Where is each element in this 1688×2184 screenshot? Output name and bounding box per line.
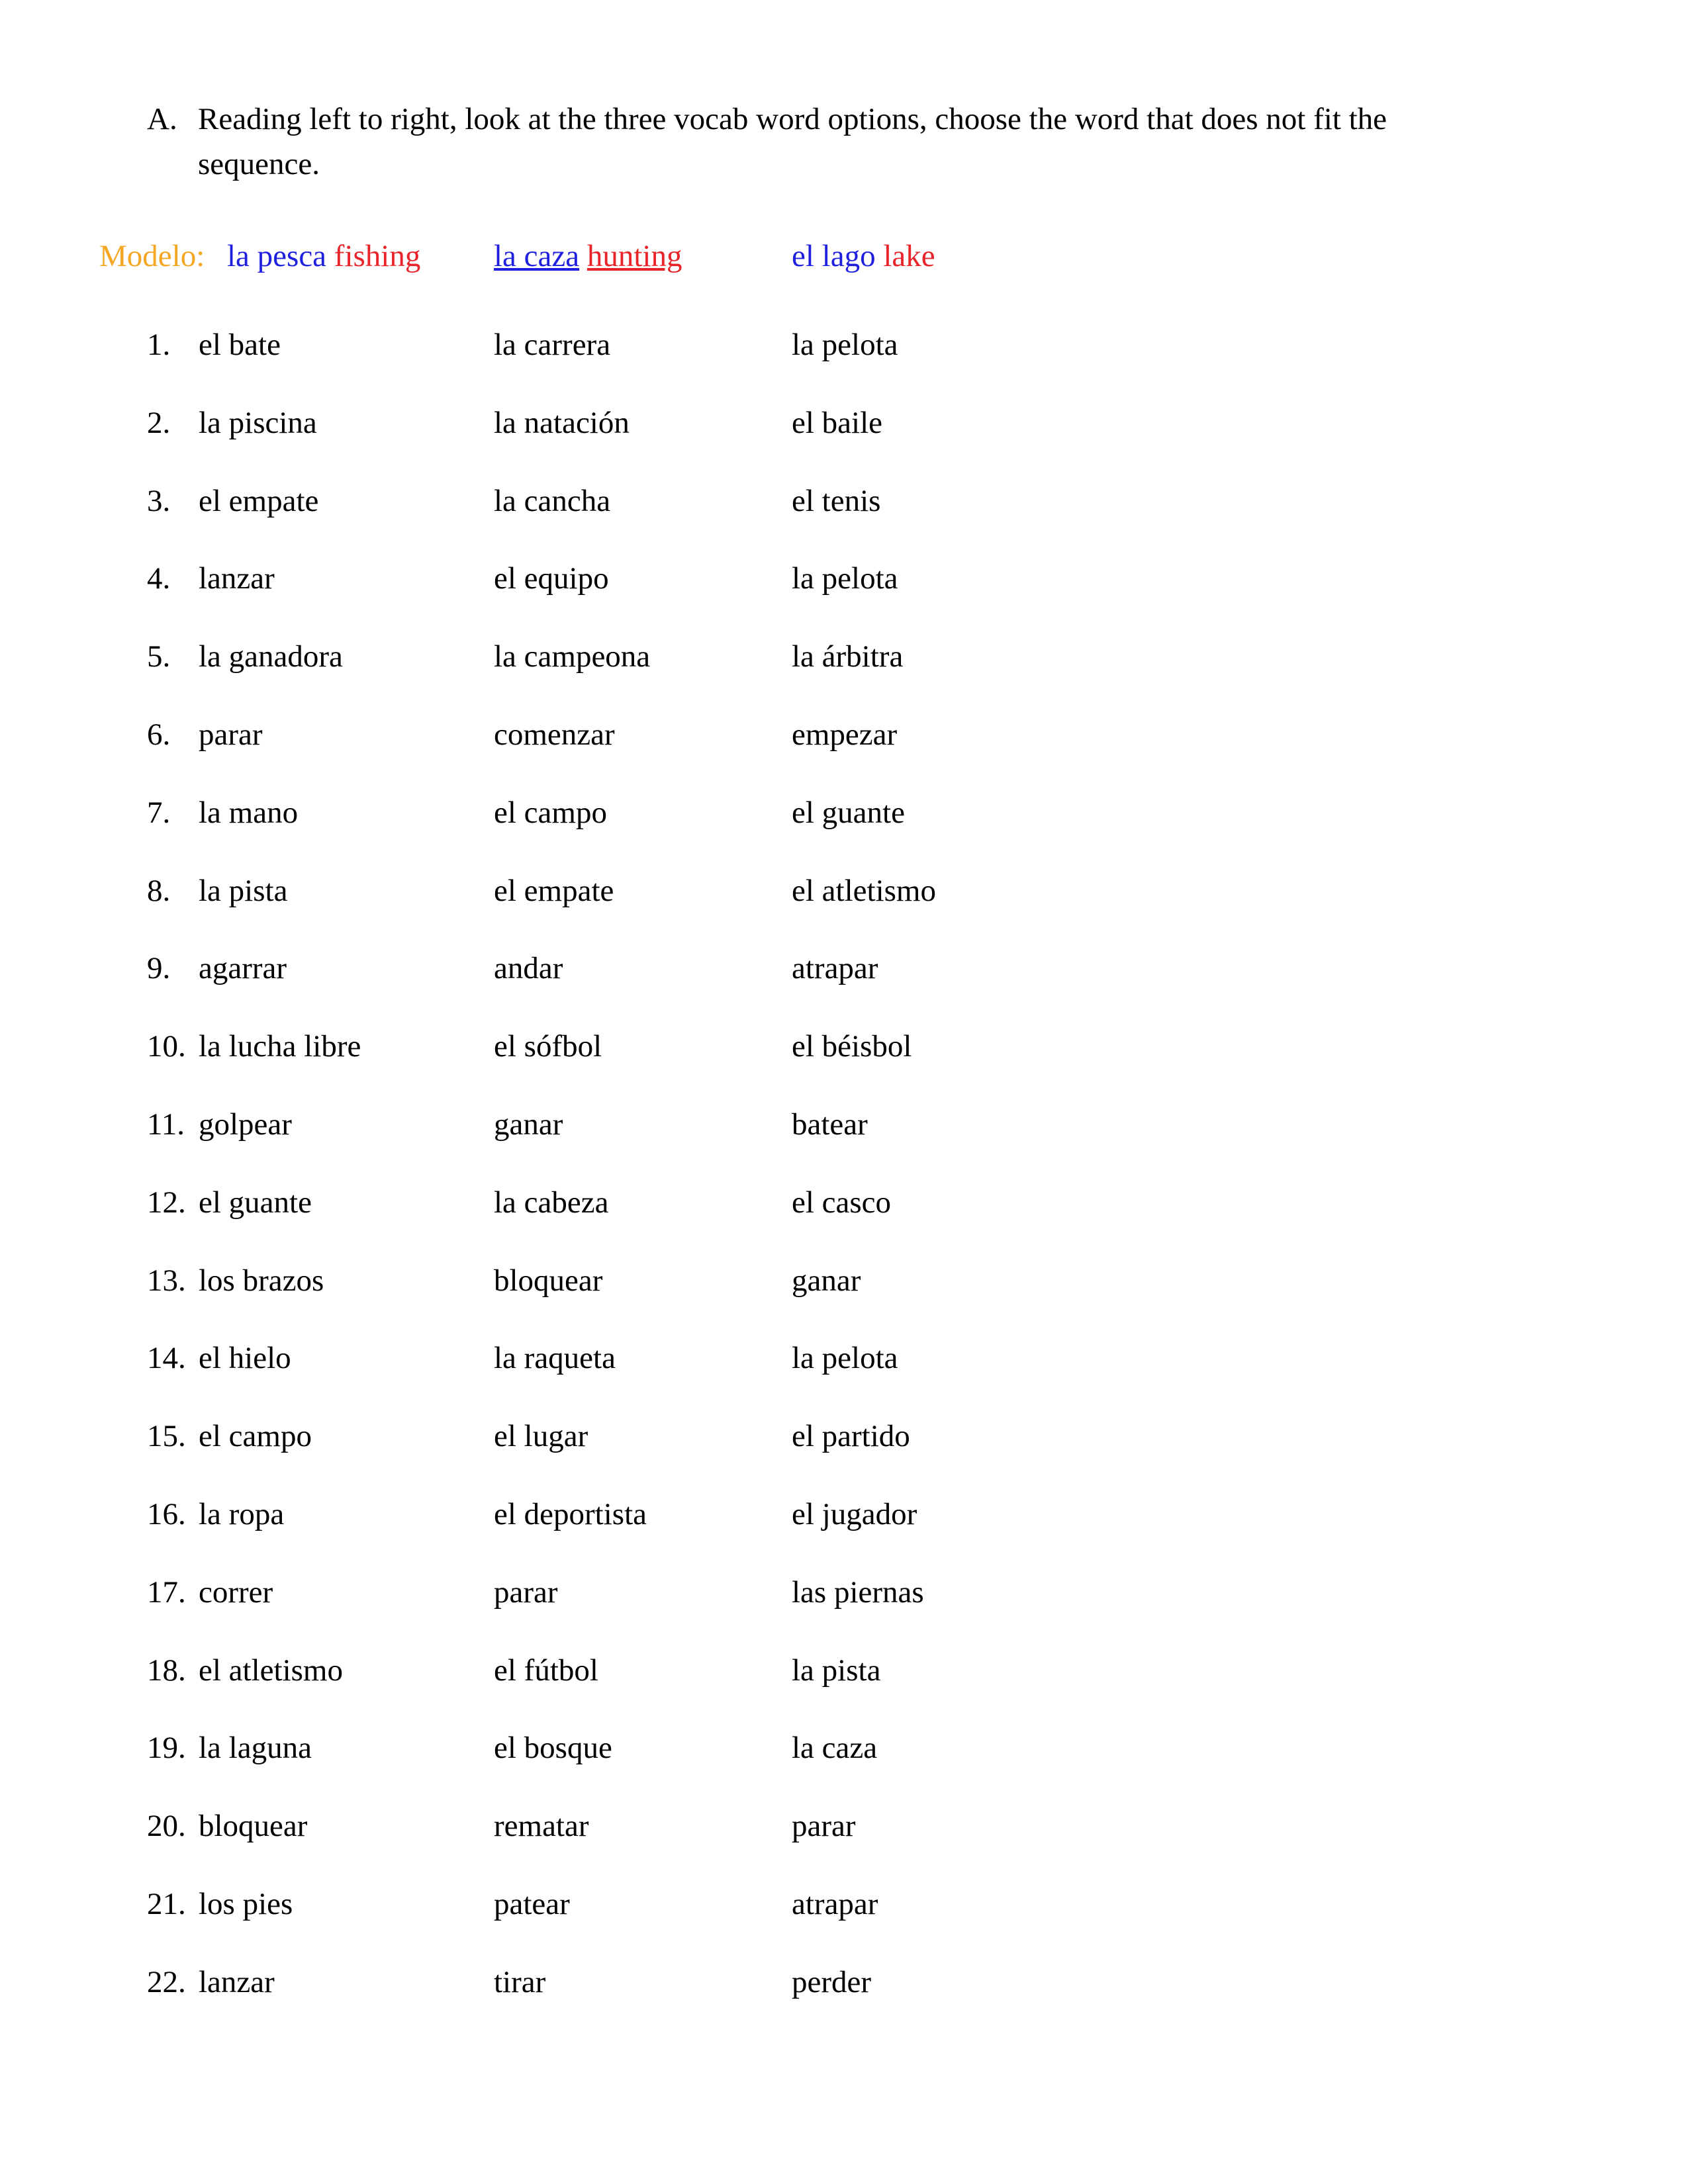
vocab-item-row bbox=[0, 868, 1688, 914]
vocab-word-option-3: la pista bbox=[792, 1653, 881, 1688]
vocab-word-option-2: el fútbol bbox=[494, 1653, 598, 1688]
modelo-label: Modelo: bbox=[99, 239, 205, 273]
vocab-word-option-2: el bosque bbox=[494, 1731, 612, 1765]
item-number: 14. bbox=[147, 1341, 186, 1375]
item-number: 2. bbox=[147, 406, 171, 440]
vocab-word-option-3: batear bbox=[792, 1107, 868, 1142]
item-number: 3. bbox=[147, 484, 171, 518]
vocab-item-row bbox=[0, 1647, 1688, 1694]
item-number: 13. bbox=[147, 1263, 186, 1298]
item-number: 11. bbox=[147, 1107, 185, 1142]
item-number: 16. bbox=[147, 1497, 186, 1531]
modelo-option-2 bbox=[494, 233, 682, 279]
vocab-word-option-2: bloquear bbox=[494, 1263, 603, 1298]
vocab-word-option-3: la pelota bbox=[792, 561, 898, 596]
vocab-word-option-3: parar bbox=[792, 1809, 856, 1843]
instruction bbox=[147, 97, 1504, 187]
item-number: 12. bbox=[147, 1185, 186, 1220]
vocab-word-option-3: el atletismo bbox=[792, 874, 936, 908]
modelo-translation: hunting bbox=[586, 239, 682, 273]
vocab-word-option-2: tirar bbox=[494, 1965, 546, 1999]
modelo-option-1 bbox=[227, 233, 420, 279]
vocab-item-row bbox=[0, 711, 1688, 758]
vocab-word-option-1: la lucha libre bbox=[199, 1029, 361, 1064]
item-number: 8. bbox=[147, 874, 171, 908]
item-number: 6. bbox=[147, 717, 171, 752]
vocab-item-row bbox=[0, 555, 1688, 602]
vocab-word-option-3: la pelota bbox=[792, 1341, 898, 1375]
vocab-word-option-2: comenzar bbox=[494, 717, 615, 752]
vocab-word-option-1: lanzar bbox=[199, 561, 275, 596]
vocab-word-option-3: empezar bbox=[792, 717, 898, 752]
vocab-word-option-2: la campeona bbox=[494, 639, 651, 674]
vocab-word-option-2: el equipo bbox=[494, 561, 609, 596]
vocab-item-row bbox=[0, 478, 1688, 524]
modelo-option-3 bbox=[792, 233, 935, 279]
vocab-item-row bbox=[0, 1257, 1688, 1304]
vocab-item-row bbox=[0, 1803, 1688, 1849]
vocab-word-option-3: el casco bbox=[792, 1185, 892, 1220]
vocab-word-option-1: los pies bbox=[199, 1887, 293, 1921]
vocab-word-option-1: el hielo bbox=[199, 1341, 291, 1375]
modelo-example bbox=[0, 233, 1688, 279]
modelo-word: la pesca bbox=[227, 239, 327, 273]
vocab-word-option-3: el guante bbox=[792, 796, 905, 830]
vocab-item-row bbox=[0, 1725, 1688, 1771]
vocab-word-option-2: el deportista bbox=[494, 1497, 647, 1531]
vocab-word-option-1: el guante bbox=[199, 1185, 312, 1220]
vocab-item-row bbox=[0, 1881, 1688, 1927]
vocab-word-option-1: el empate bbox=[199, 484, 319, 518]
vocab-item-row bbox=[0, 400, 1688, 446]
vocab-word-option-2: la cabeza bbox=[494, 1185, 609, 1220]
vocab-item-row bbox=[0, 1335, 1688, 1381]
item-number: 10. bbox=[147, 1029, 186, 1064]
item-number: 22. bbox=[147, 1965, 186, 1999]
vocab-word-option-2: patear bbox=[494, 1887, 570, 1921]
vocab-item-row bbox=[0, 322, 1688, 368]
vocab-word-option-3: ganar bbox=[792, 1263, 861, 1298]
item-number: 9. bbox=[147, 951, 171, 985]
vocab-word-option-3: el baile bbox=[792, 406, 883, 440]
vocab-word-option-1: lanzar bbox=[199, 1965, 275, 1999]
item-number: 19. bbox=[147, 1731, 186, 1765]
vocab-word-option-3: la pelota bbox=[792, 328, 898, 362]
vocab-word-option-1: la ropa bbox=[199, 1497, 285, 1531]
vocab-word-option-1: la laguna bbox=[199, 1731, 312, 1765]
vocab-word-option-1: la pista bbox=[199, 874, 288, 908]
vocab-word-option-3: la árbitra bbox=[792, 639, 904, 674]
vocab-word-option-3: el tenis bbox=[792, 484, 881, 518]
vocab-word-option-3: atrapar bbox=[792, 951, 878, 985]
vocab-word-option-1: la ganadora bbox=[199, 639, 343, 674]
vocab-word-option-3: el partido bbox=[792, 1419, 910, 1453]
vocab-item-row bbox=[0, 1959, 1688, 2005]
vocab-word-option-2: la natación bbox=[494, 406, 630, 440]
vocab-word-option-1: el atletismo bbox=[199, 1653, 343, 1688]
vocab-word-option-2: el lugar bbox=[494, 1419, 588, 1453]
vocab-word-option-2: la cancha bbox=[494, 484, 611, 518]
vocab-item-row bbox=[0, 1491, 1688, 1537]
vocab-word-option-2: el campo bbox=[494, 796, 607, 830]
vocab-word-option-2: la raqueta bbox=[494, 1341, 616, 1375]
vocab-word-option-1: la piscina bbox=[199, 406, 317, 440]
vocab-word-option-2: la carrera bbox=[494, 328, 611, 362]
vocab-word-option-3: perder bbox=[792, 1965, 872, 1999]
item-number: 17. bbox=[147, 1575, 186, 1610]
vocab-word-option-3: las piernas bbox=[792, 1575, 924, 1610]
modelo-word: la caza bbox=[494, 239, 580, 273]
vocab-word-option-3: la caza bbox=[792, 1731, 878, 1765]
vocab-item-row bbox=[0, 945, 1688, 991]
instruction-letter: A. bbox=[147, 102, 177, 136]
modelo-word: el lago bbox=[792, 239, 876, 273]
vocab-word-option-1: los brazos bbox=[199, 1263, 324, 1298]
vocab-word-option-2: el empate bbox=[494, 874, 614, 908]
item-number: 21. bbox=[147, 1887, 186, 1921]
vocab-word-option-1: bloquear bbox=[199, 1809, 308, 1843]
vocab-word-option-1: parar bbox=[199, 717, 263, 752]
vocab-word-option-2: ganar bbox=[494, 1107, 563, 1142]
vocab-item-row bbox=[0, 790, 1688, 836]
vocab-item-row bbox=[0, 1569, 1688, 1615]
item-number: 7. bbox=[147, 796, 171, 830]
item-number: 5. bbox=[147, 639, 171, 674]
modelo-translation: lake bbox=[883, 239, 935, 273]
vocab-word-option-1: golpear bbox=[199, 1107, 292, 1142]
vocab-item-row bbox=[0, 1101, 1688, 1148]
vocab-word-option-3: atrapar bbox=[792, 1887, 878, 1921]
vocab-item-row bbox=[0, 1413, 1688, 1459]
item-number: 18. bbox=[147, 1653, 186, 1688]
item-number: 4. bbox=[147, 561, 171, 596]
vocab-word-option-3: el jugador bbox=[792, 1497, 917, 1531]
modelo-translation: fishing bbox=[334, 239, 421, 273]
vocab-word-option-1: el campo bbox=[199, 1419, 312, 1453]
vocab-word-option-1: la mano bbox=[199, 796, 299, 830]
vocab-word-option-1: el bate bbox=[199, 328, 281, 362]
vocab-word-option-2: parar bbox=[494, 1575, 558, 1610]
vocab-word-option-2: el sófbol bbox=[494, 1029, 602, 1064]
item-number: 1. bbox=[147, 328, 171, 362]
vocab-word-option-1: agarrar bbox=[199, 951, 287, 985]
vocab-word-option-3: el béisbol bbox=[792, 1029, 912, 1064]
vocab-word-option-2: rematar bbox=[494, 1809, 589, 1843]
vocab-item-row bbox=[0, 633, 1688, 680]
item-number: 20. bbox=[147, 1809, 186, 1843]
vocab-word-option-1: correr bbox=[199, 1575, 273, 1610]
vocab-word-option-2: andar bbox=[494, 951, 563, 985]
vocab-item-row bbox=[0, 1179, 1688, 1226]
vocab-item-row bbox=[0, 1023, 1688, 1069]
item-number: 15. bbox=[147, 1419, 186, 1453]
instruction-text: Reading left to right, look at the three vocab word options, choose the word that does not fit the sequence. bbox=[198, 102, 1387, 181]
